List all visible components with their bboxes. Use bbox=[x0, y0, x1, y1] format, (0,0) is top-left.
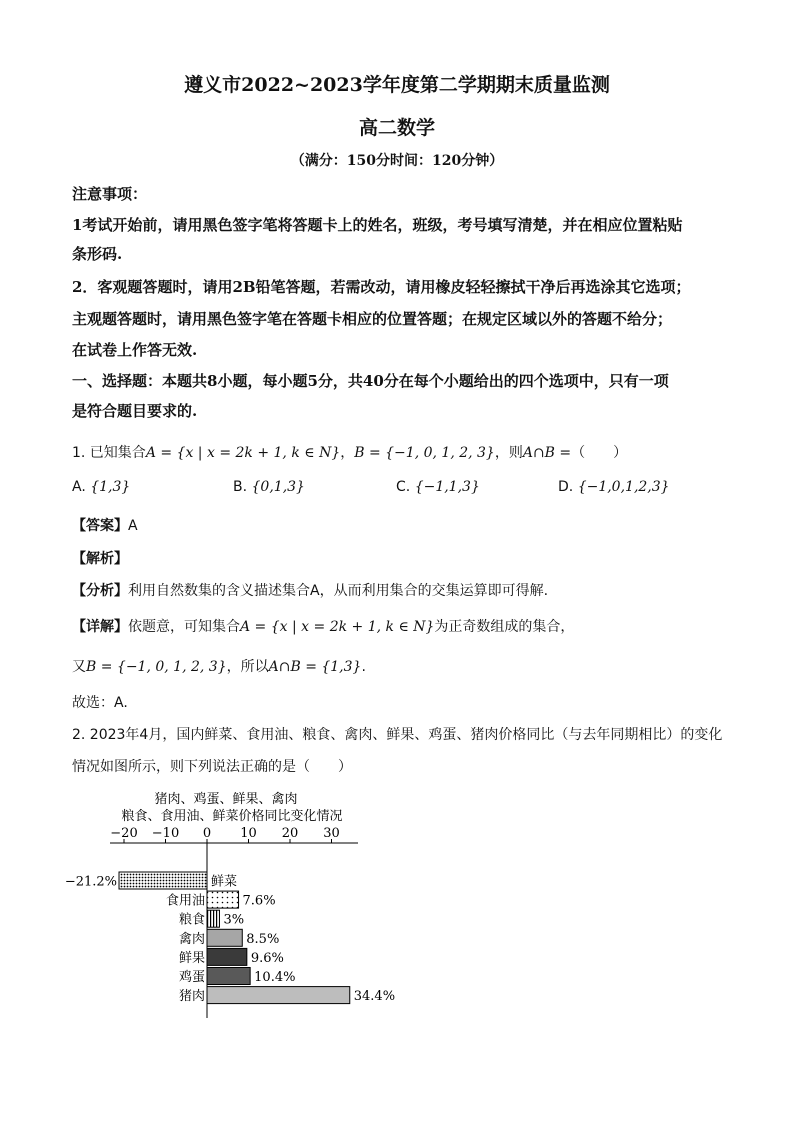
bar bbox=[207, 987, 350, 1004]
option-a-label: A. bbox=[72, 479, 86, 495]
question-1-blank: （ ） bbox=[571, 445, 628, 461]
bar bbox=[207, 968, 250, 985]
x-tick-label: 30 bbox=[323, 826, 340, 841]
answer-value: A bbox=[128, 518, 138, 534]
data-label: 7.6% bbox=[242, 893, 276, 909]
bar bbox=[207, 891, 239, 908]
answer-line bbox=[72, 515, 138, 535]
option-c-value: {−1,1,3} bbox=[414, 479, 480, 495]
note-2-line-3: 在试卷上作答无效. bbox=[72, 341, 198, 359]
section-1-line-1: 一、选择题：本题共8小题，每小题5分，共40分在每个小题给出的四个选项中，只有一项 bbox=[72, 372, 669, 390]
question-1-prefix: 1. 已知集合 bbox=[72, 445, 146, 461]
x-tick-label: 20 bbox=[281, 826, 299, 841]
analysis-tag bbox=[72, 548, 128, 568]
detail-2-result: A∩B = {1,3} bbox=[268, 659, 362, 675]
detail-line-2 bbox=[72, 656, 366, 676]
x-tick-label: −20 bbox=[110, 826, 138, 841]
chart-title-line-1: 猪肉、鸡蛋、鲜果、禽肉 bbox=[154, 792, 298, 807]
question-2-line-2: 情况如图所示，则下列说法正确的是（ ） bbox=[72, 759, 352, 775]
option-a bbox=[72, 479, 130, 495]
detail-prefix: 依题意，可知集合 bbox=[128, 619, 240, 635]
category-label: 食用油 bbox=[165, 893, 205, 909]
data-label: 8.5% bbox=[246, 931, 280, 947]
question-1-ask-prefix: ，则 bbox=[494, 445, 523, 461]
notes-heading: 注意事项： bbox=[72, 185, 148, 203]
question-1-stem bbox=[72, 442, 627, 462]
option-d-label: D. bbox=[558, 479, 574, 495]
note-2-line-2: 主观题答题时，请用黑色签字笔在答题卡相应的位置答题；在规定区域以外的答题不给分； bbox=[72, 310, 673, 328]
x-tick-label: 10 bbox=[240, 826, 257, 841]
detail-2-set-b: B = {−1, 0, 1, 2, 3} bbox=[86, 659, 227, 675]
option-b bbox=[233, 479, 305, 495]
data-label: −21.2% bbox=[64, 874, 118, 890]
subject-title: 高二数学 bbox=[358, 117, 435, 139]
detail-2-end: . bbox=[361, 659, 366, 675]
option-b-value: {0,1,3} bbox=[251, 479, 305, 495]
x-tick-label: −10 bbox=[151, 826, 180, 841]
data-label: 3% bbox=[223, 912, 245, 928]
fenxi-text: 利用自然数集的含义描述集合A，从而利用集合的交集运算即可得解. bbox=[128, 583, 549, 599]
category-label: 禽肉 bbox=[178, 931, 205, 947]
detail-set-a: A = {x | x = 2k + 1, k ∈ N} bbox=[240, 619, 435, 635]
fenxi-tag: 【分析】 bbox=[72, 583, 128, 599]
option-b-label: B. bbox=[233, 479, 248, 495]
category-label: 猪肉 bbox=[178, 989, 205, 1005]
answer-tag: 【答案】 bbox=[72, 518, 128, 534]
bar bbox=[207, 910, 219, 927]
note-1-line-2: 条形码. bbox=[72, 245, 123, 263]
category-label: 粮食 bbox=[178, 912, 205, 928]
detail-line-1 bbox=[72, 616, 574, 636]
section-1-line-2: 是符合题目要求的. bbox=[72, 402, 198, 420]
x-tick-label: 0 bbox=[202, 826, 212, 841]
note-2-line-1: 2．客观题答题时，请用2B铅笔答题，若需改动，请用橡皮轻轻擦拭干净后再选涂其它选项； bbox=[72, 278, 691, 296]
data-label: 10.4% bbox=[254, 970, 296, 985]
category-label: 鲜菜 bbox=[211, 874, 238, 890]
exam-title: 遵义市2022~2023学年度第二学期期末质量监测 bbox=[184, 74, 610, 96]
set-a-definition: A = {x | x = 2k + 1, k ∈ N} bbox=[145, 445, 341, 461]
fenxi-line bbox=[72, 580, 548, 600]
separator: ， bbox=[340, 445, 355, 461]
data-label: 34.4% bbox=[353, 989, 396, 1005]
detail-2-mid: ，所以 bbox=[226, 659, 269, 675]
set-b-definition: B = {−1, 0, 1, 2, 3} bbox=[354, 445, 495, 461]
conclusion: 故选：A. bbox=[72, 695, 128, 711]
chart-title-line-2: 粮食、食用油、鲜菜价格同比变化情况 bbox=[121, 809, 343, 824]
question-1-expression: A∩B = bbox=[522, 445, 572, 461]
option-a-value: {1,3} bbox=[90, 479, 131, 495]
option-d bbox=[558, 479, 670, 495]
note-1-line-1: 1考试开始前，请用黑色签字笔将答题卡上的姓名，班级，考号填写清楚，并在相应位置粘贴 bbox=[72, 216, 683, 234]
bar bbox=[207, 929, 242, 946]
score-info: （满分：150分时间：120分钟） bbox=[290, 153, 504, 169]
detail-2-prefix: 又 bbox=[72, 659, 86, 675]
detail-tag: 【详解】 bbox=[72, 619, 128, 635]
option-c bbox=[396, 479, 480, 495]
data-label: 9.6% bbox=[250, 950, 284, 966]
question-2-line-1: 2. 2023年4月，国内鲜菜、食用油、粮食、禽肉、鲜果、鸡蛋、猪肉价格同比（与去年同期相比）的变化 bbox=[72, 727, 723, 743]
category-label: 鲜果 bbox=[178, 950, 205, 966]
option-c-label: C. bbox=[396, 479, 411, 495]
bar bbox=[207, 948, 247, 965]
option-d-value: {−1,0,1,2,3} bbox=[577, 479, 670, 495]
analysis-label: 【解析】 bbox=[72, 551, 128, 567]
category-label: 鸡蛋 bbox=[178, 970, 205, 985]
bar bbox=[119, 872, 207, 889]
detail-suffix: 为正奇数组成的集合， bbox=[434, 619, 575, 635]
